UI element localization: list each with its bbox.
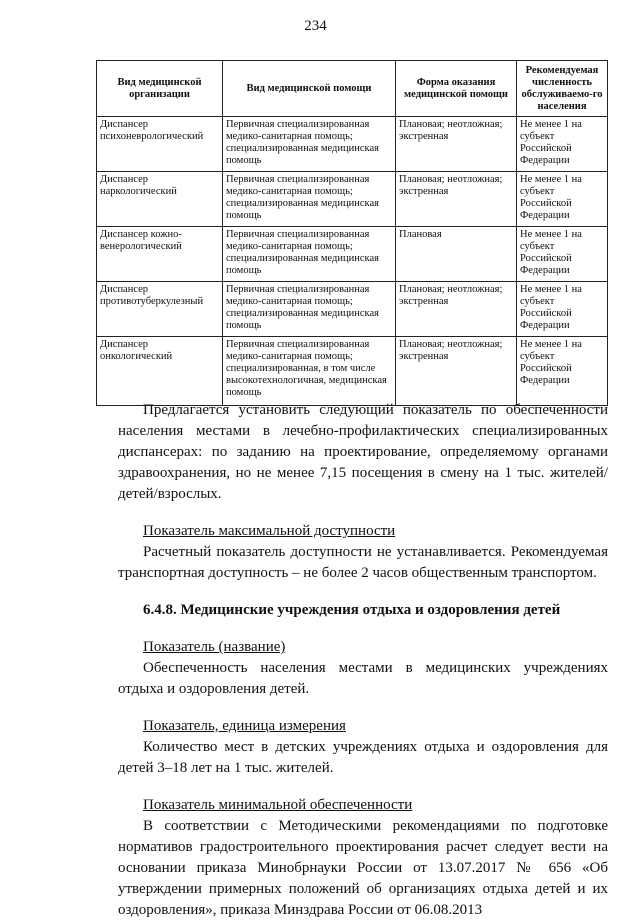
header-population: Рекомендуемая численность обслуживаемо-го населения [517, 61, 608, 117]
cell-care-type: Первичная специализированная медико-санитарная помощь; специализированная медицинская помощь [223, 117, 396, 172]
cell-care-type: Первичная специализированная медико-санитарная помощь; специализированная медицинская помощь [223, 227, 396, 282]
cell-care-form: Плановая; неотложная; экстренная [396, 117, 517, 172]
cell-population: Не менее 1 на субъект Российской Федерации [517, 282, 608, 337]
page-number: 234 [304, 18, 327, 34]
table-row [97, 227, 608, 282]
cell-care-type: Первичная специализированная медико-санитарная помощь; специализированная медицинская помощь [223, 282, 396, 337]
cell-org-type: Диспансер наркологический [97, 172, 223, 227]
table-row [97, 282, 608, 337]
table-row [97, 172, 608, 227]
cell-population: Не менее 1 на субъект Российской Федерации [517, 227, 608, 282]
header-org-type: Вид медицинской организации [97, 61, 223, 117]
table-header-row [97, 61, 608, 117]
cell-population: Не менее 1 на субъект Российской Федерации [517, 172, 608, 227]
cell-care-type: Первичная специализированная медико-санитарная помощь; специализированная, в том числе высокотехнологичная, медицинская помощь [223, 337, 396, 406]
paragraph-access: Расчетный показатель доступности не устанавливается. Рекомендуемая транспортная доступность – не более 2 часов общественным транспортом. [118, 544, 608, 581]
cell-care-form: Плановая; неотложная; экстренная [396, 337, 517, 406]
heading-min-provision: Показатель минимальной обеспеченности [143, 797, 413, 813]
body-text [118, 400, 608, 921]
cell-care-type: Первичная специализированная медико-санитарная помощь; специализированная медицинская помощь [223, 172, 396, 227]
cell-org-type: Диспансер кожно-венерологический [97, 227, 223, 282]
header-care-type: Вид медицинской помощи [223, 61, 396, 117]
paragraph-provision: Предлагается установить следующий показатель по обеспеченности населения местами в лечебно-профилактических специализированных диспансерах: по заданию на проектирование, определяемому органами здравоохранения, но не менее 7,15 посещения в смену на 1 тыс. жителей/детей/взрослых. [118, 402, 608, 502]
cell-care-form: Плановая [396, 227, 517, 282]
heading-max-access: Показатель максимальной доступности [143, 523, 396, 539]
paragraph-indicator-unit: Количество мест в детских учреждениях отдыха и оздоровления для детей 3–18 лет на 1 тыс. жителей. [118, 739, 608, 776]
cell-org-type: Диспансер противотуберкулезный [97, 282, 223, 337]
cell-population: Не менее 1 на субъект Российской Федерации [517, 337, 608, 406]
header-care-form: Форма оказания медицинской помощи [396, 61, 517, 117]
paragraph-min-provision: В соответствии с Методическими рекомендациями по подготовке нормативов градостроительного проектирования расчет следует вести на основании приказа Минобрнауки России от 13.07.2017 № 656 «Об утверждении примерных положений об организациях отдыха детей и их оздоровления», приказа Минздрава России от 06.08.2013 [118, 818, 608, 918]
table-row [97, 337, 608, 406]
cell-care-form: Плановая; неотложная; экстренная [396, 282, 517, 337]
cell-population: Не менее 1 на субъект Российской Федерации [517, 117, 608, 172]
cell-org-type: Диспансер онкологический [97, 337, 223, 406]
heading-indicator-unit: Показатель, единица измерения [143, 718, 346, 734]
cell-care-form: Плановая; неотложная; экстренная [396, 172, 517, 227]
section-heading: 6.4.8. Медицинские учреждения отдыха и оздоровления детей [143, 602, 561, 618]
table-row [97, 117, 608, 172]
paragraph-indicator-name: Обеспеченность населения местами в медицинских учреждениях отдыха и оздоровления детей. [118, 660, 608, 697]
medical-organizations-table [96, 60, 608, 406]
heading-indicator-name: Показатель (название) [143, 639, 286, 655]
cell-org-type: Диспансер психоневрологический [97, 117, 223, 172]
